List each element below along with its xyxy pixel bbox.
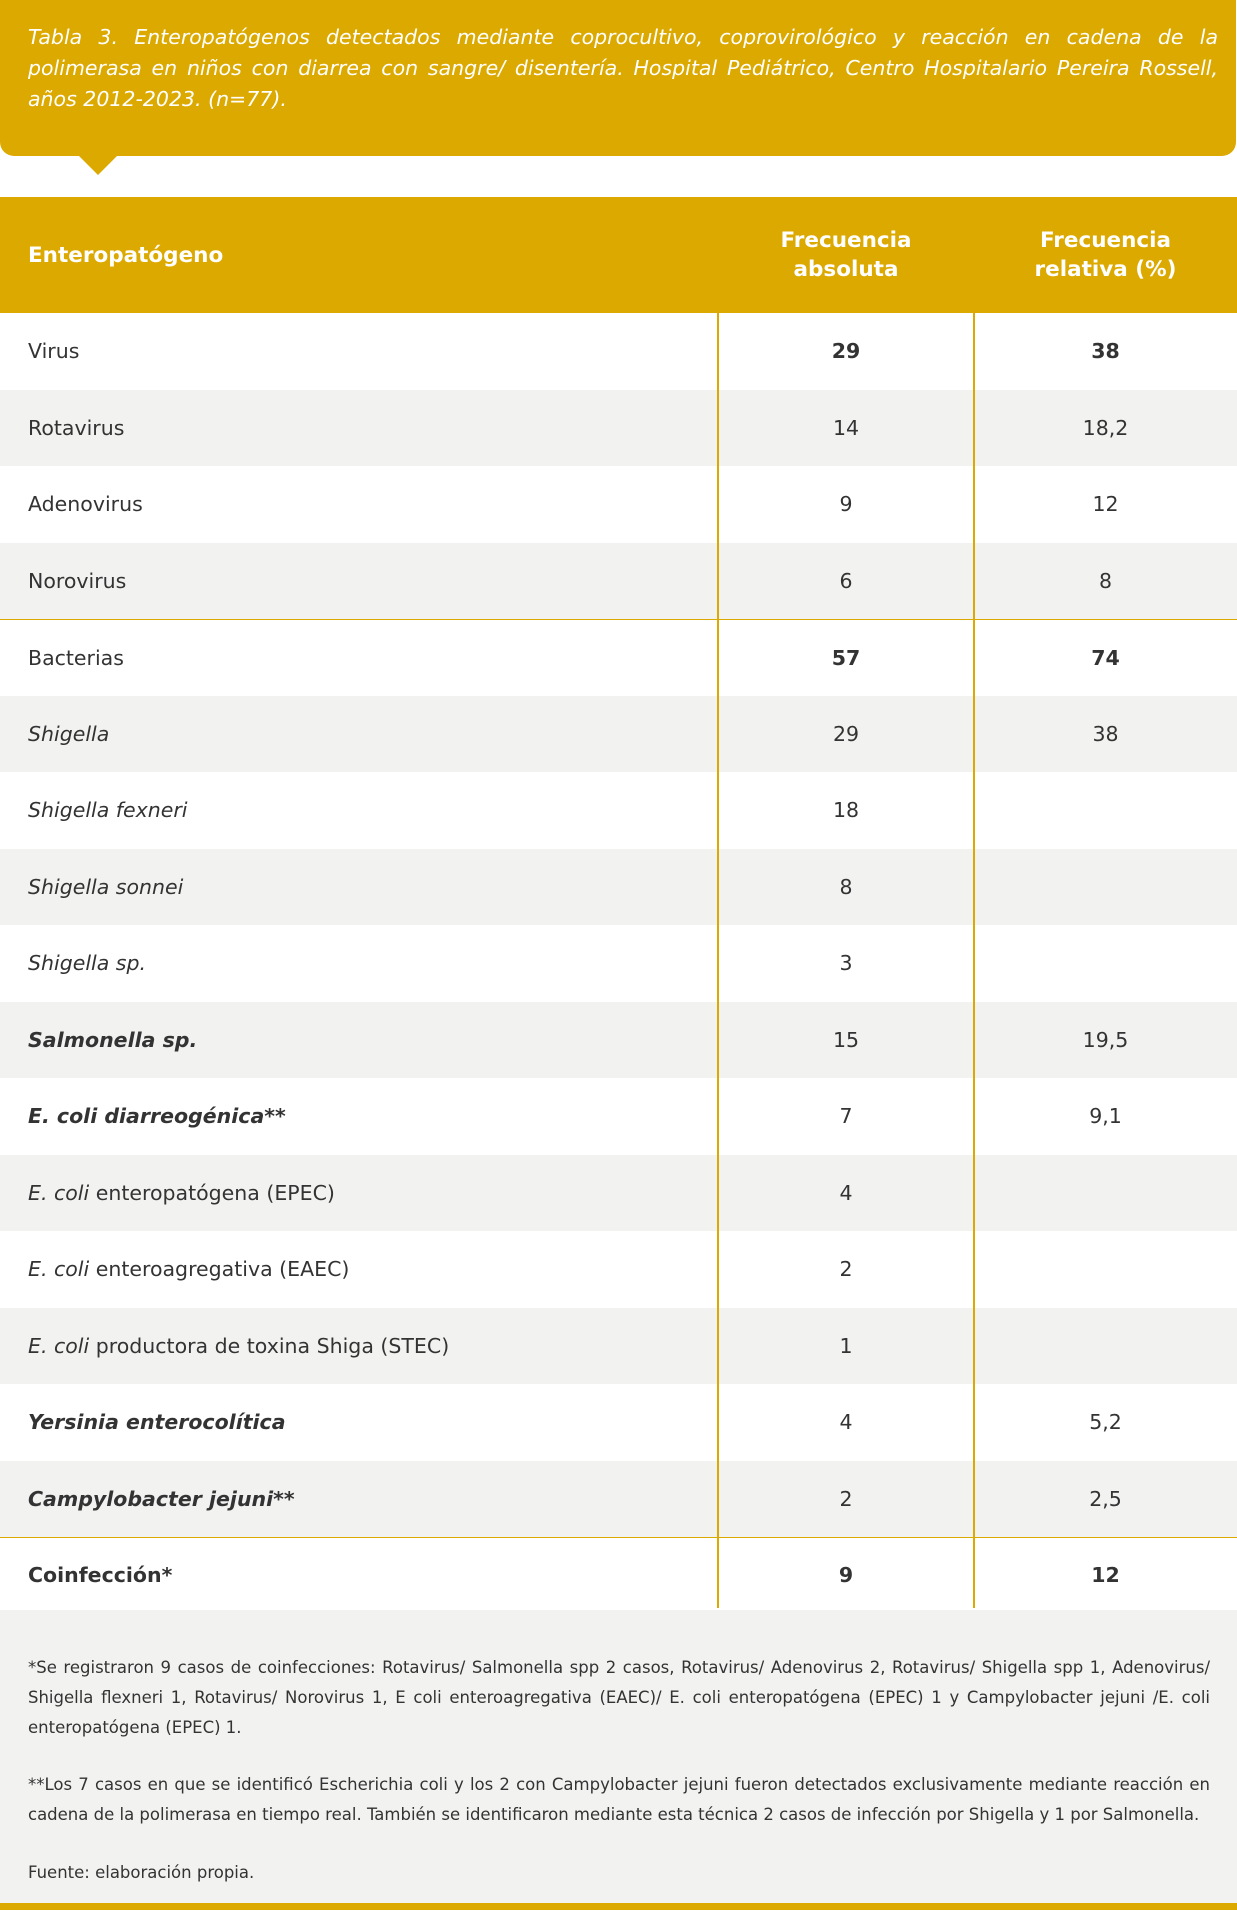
row-label-italic: E. coli [28, 1257, 90, 1282]
table-row [0, 1537, 1237, 1614]
row-label [0, 1181, 718, 1205]
table-caption-box [0, 0, 1236, 156]
header-absolute-line1: Frecuencia [780, 228, 912, 253]
row-relative: 38 [1091, 339, 1120, 364]
footnote-coinfection: *Se registraron 9 casos de coinfecciones: Rotavirus/ Salmonella spp 2 casos, Rotavirus/ Adenovirus 2, Rotavirus/ Shigella spp 1, Adenovirus/ Shigella flexneri 1, Rotavirus/ Norovirus 1, E coli enteroagregativa (EAEC)/ E. coli enteropatógena (EPEC) 1 y Campylobacter jejuni /E. coli enteropatógena (EPEC) 1. [28, 1658, 1210, 1737]
row-absolute: 1 [839, 1333, 853, 1358]
row-label: Shigella fexneri [28, 798, 188, 823]
row-label: Norovirus [28, 568, 127, 593]
row-label: E. coli diarreogénica** [28, 1104, 286, 1129]
table-row [0, 1308, 1237, 1385]
table-row [0, 390, 1237, 467]
column-divider [717, 312, 719, 1608]
table-row [0, 1384, 1237, 1461]
row-relative: 8 [1098, 568, 1113, 593]
row-label: Rotavirus [28, 415, 125, 440]
row-absolute: 7 [839, 1104, 853, 1129]
header-relative-frequency [974, 226, 1237, 284]
row-relative: 5,2 [1089, 1410, 1122, 1435]
header-relative-line2: relativa (%) [1034, 257, 1177, 282]
row-relative: 12 [1091, 1563, 1120, 1588]
header-relative-line1: Frecuencia [1039, 228, 1172, 253]
header-absolute-frequency [718, 226, 974, 284]
table-row [0, 772, 1237, 849]
table-row [0, 925, 1237, 1002]
row-relative: 38 [1092, 721, 1119, 746]
row-label: Shigella sp. [28, 951, 147, 976]
row-label: Shigella [28, 721, 110, 746]
row-absolute: 18 [832, 798, 860, 823]
row-absolute: 3 [839, 951, 853, 976]
row-absolute: 9 [839, 492, 853, 517]
row-label-italic: E. coli [28, 1180, 90, 1205]
row-label: Coinfección* [28, 1563, 173, 1588]
row-absolute: 29 [831, 339, 861, 364]
row-label [0, 1257, 718, 1281]
row-relative: 18,2 [1082, 415, 1129, 440]
row-label-rest: enteropatógena (EPEC) [89, 1180, 335, 1205]
row-relative: 9,1 [1089, 1104, 1122, 1129]
table-row [0, 619, 1237, 696]
row-label: Adenovirus [28, 492, 143, 517]
row-relative: 12 [1092, 492, 1119, 517]
row-label-italic: E. coli [28, 1333, 90, 1358]
row-label: Campylobacter jejuni** [28, 1486, 295, 1511]
row-label-rest: productora de toxina Shiga (STEC) [89, 1333, 450, 1358]
row-label-rest: enteroagregativa (EAEC) [89, 1257, 350, 1282]
row-label: Shigella sonnei [28, 874, 184, 899]
row-label [0, 1334, 718, 1358]
header-absolute-line2: absoluta [793, 257, 899, 282]
table-row [0, 1155, 1237, 1232]
row-absolute: 57 [831, 645, 861, 670]
row-relative: 74 [1091, 645, 1120, 670]
row-absolute: 9 [838, 1563, 854, 1588]
row-absolute: 2 [839, 1257, 853, 1282]
header-enteropathogen: Enteropatógeno [28, 242, 224, 268]
row-relative: 19,5 [1082, 1027, 1129, 1052]
footnote-source: Fuente: elaboración propia. [28, 1863, 255, 1882]
row-absolute: 4 [839, 1180, 853, 1205]
footnote-pcr: **Los 7 casos en que se identificó Escherichia coli y los 2 con Campylobacter jejuni fueron detectados exclusivamente mediante reacción en cadena de la polimerasa en tiempo real. También se identificaron mediante esta técnica 2 casos de infección por Shigella y 1 por Salmonella. [28, 1775, 1210, 1824]
table-row [0, 543, 1237, 620]
table-footnotes [0, 1610, 1237, 1910]
table-row [0, 696, 1237, 773]
row-absolute: 15 [832, 1027, 860, 1052]
row-absolute: 14 [832, 415, 860, 440]
row-absolute: 6 [839, 568, 853, 593]
table-caption: Tabla 3. Enteropatógenos detectados mediante coprocultivo, coprovirológico y reacción en cadena de la polimerasa en niños con diarrea con sangre/ disentería. Hospital Pediátrico, Centro Hospitalario Pereira Rossell, años 2012-2023. (n=77). [28, 25, 1218, 111]
table-header [0, 197, 1237, 313]
row-label: Yersinia enterocolítica [28, 1410, 286, 1435]
table-row [0, 1461, 1237, 1538]
table-row [0, 313, 1237, 390]
row-absolute: 2 [839, 1486, 853, 1511]
table-row [0, 1078, 1237, 1155]
row-label: Bacterias [28, 645, 124, 670]
enteropathogen-table [0, 197, 1237, 1614]
row-label: Virus [28, 339, 80, 364]
row-absolute: 8 [839, 874, 853, 899]
table-row [0, 466, 1237, 543]
row-relative: 2,5 [1089, 1486, 1122, 1511]
column-divider [973, 312, 975, 1608]
table-row [0, 1002, 1237, 1079]
row-absolute: 29 [832, 721, 860, 746]
row-label: Salmonella sp. [28, 1027, 198, 1052]
table-row [0, 849, 1237, 926]
row-absolute: 4 [839, 1410, 853, 1435]
table-row [0, 1231, 1237, 1308]
caption-pointer [78, 155, 118, 175]
